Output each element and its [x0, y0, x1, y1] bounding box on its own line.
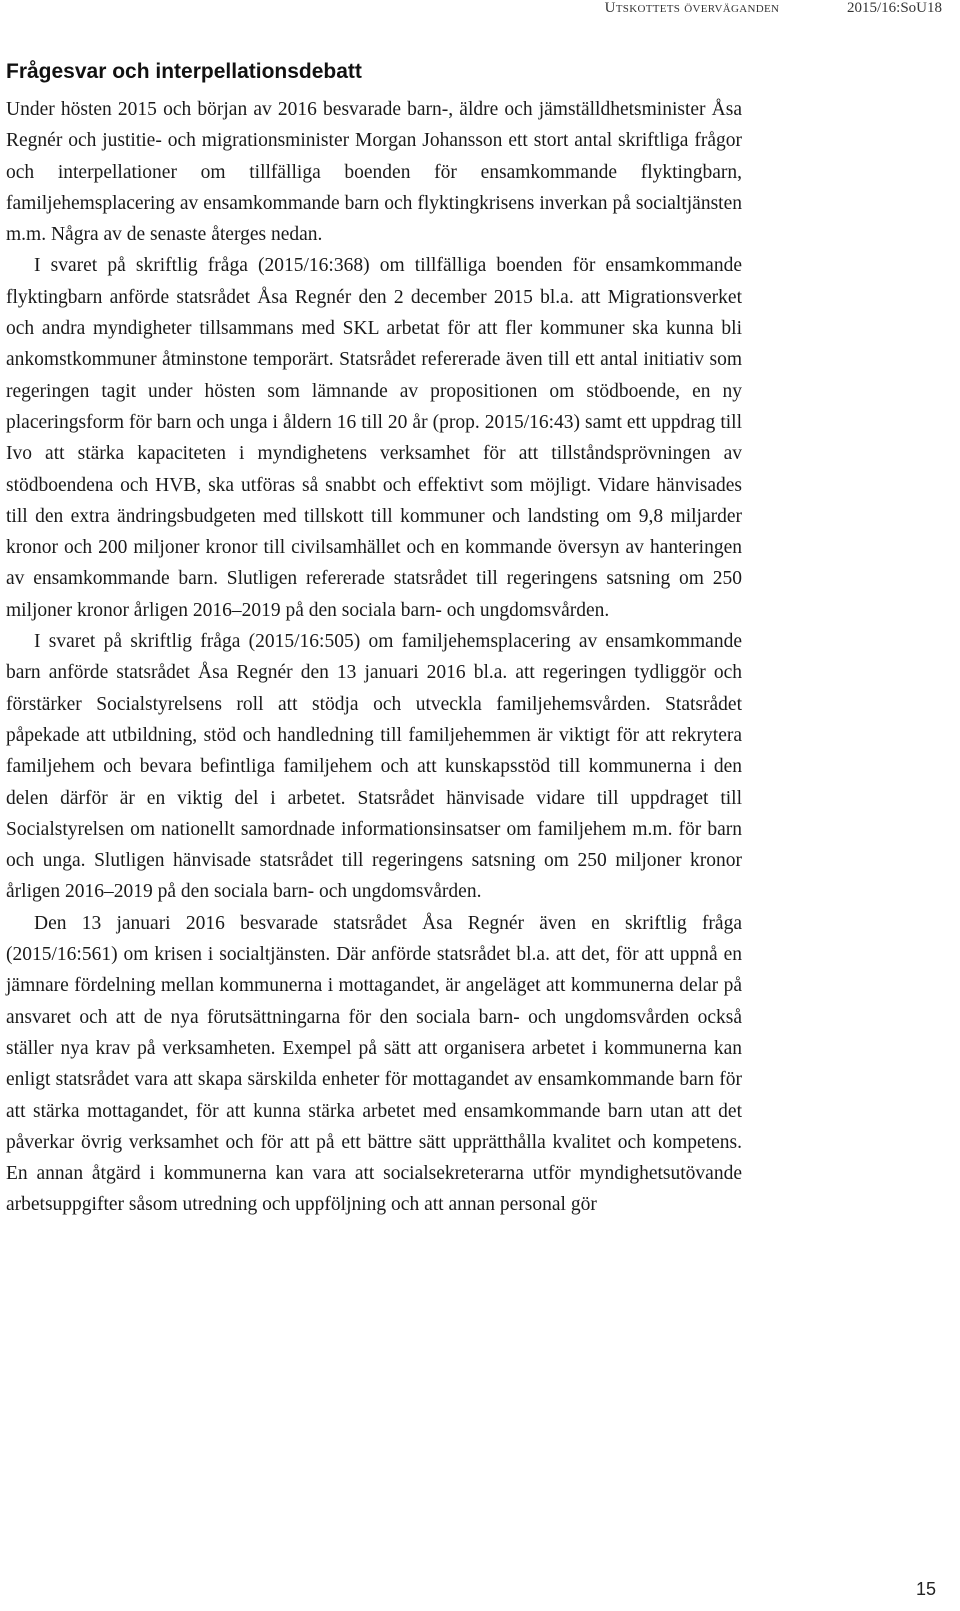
running-header: [605, 0, 942, 22]
running-header-section: Utskottets överväganden: [604, 0, 780, 16]
paragraph-question-561: Den 13 januari 2016 besvarade statsrådet Åsa Regnér även en skriftlig fråga (2015/16:561) om krisen i socialtjänsten. Där anförde statsrådet bl.a. att det, för att uppnå en jämnare fördelning mellan kommunerna i mottagandet, är angeläget att kommunerna delar på ansvaret och att de nya förutsättningarna för den sociala barn- och ungdomsvården också ställer nya krav på verksamheten. Exempel på sätt att organisera arbetet i kommunerna kan enligt statsrådet vara att skapa särskilda enheter för mottagandet av ensamkommande barn för att stärka mottagandet, för att kunna stärka arbetet med ensamkommande barn utan att det påverkar övrig verksamhet och för att på ett bättre sätt upprätthålla kvalitet och kompetens. En annan åtgärd i kommunerna kan vara att socialsekreterarna utför myndighetsutövande arbetsuppgifter såsom utredning och uppföljning och att annan personal gör: [6, 912, 742, 1216]
paragraph-question-368: I svaret på skriftlig fråga (2015/16:368) om tillfälliga boenden för ensamkommande flyktingbarn anförde statsrådet Åsa Regnér den 2 december 2015 bl.a. att Migrationsverket och andra myndigheter tillsammans med SKL arbetat för att fler kommuner ska kunna bli ankomstkommuner åtminstone temporärt. Statsrådet refererade även till ett antal initiativ som regeringen tagit under hösten som lämnande av propositionen om stödboende, en ny placeringsform för barn och unga i åldern 16 till 20 år (prop. 2015/16:43) samt ett uppdrag till Ivo att stärka kapaciteten i myndighetens verksamhet för att tillståndsprövningen av stödboendena och HVB, ska utföras så snabbt och effektivt som möjligt. Vidare hänvisades till den extra ändringsbudgeten med tillskott till kommuner och landsting om 9,8 miljarder kronor och 200 miljoner kronor till civilsamhället och en kommande översyn av hanteringen av ensamkommande barn. Slutligen refererade statsrådet till regeringens satsning om 250 miljoner kronor årligen 2016–2019 på den sociala barn- och ungdomsvården.: [6, 255, 742, 621]
paragraph-question-505: I svaret på skriftlig fråga (2015/16:505) om familjehemsplacering av ensamkommande barn anförde statsrådet Åsa Regnér den 13 januari 2016 bl.a. att regeringen tydliggör och förstärker Socialstyrelsens roll att stödja och utveckla familjehemsvården. Statsrådet påpekade att utbildning, stöd och handledning till familjehemmen är viktigt för att rekrytera familjehem och bevara befintliga familjehem och att kunskapsstöd till kommunerna i den delen därför är en viktig del i arbetet. Statsrådet hänvisade vidare till uppdraget till Socialstyrelsen om nationellt samordnade informationsinsatser om familjehem m.m. för barn och unga. Slutligen hänvisade statsrådet till regeringens satsning om 250 miljoner kronor årligen 2016–2019 på den sociala barn- och ungdomsvården.: [6, 631, 742, 903]
page-number: 15: [915, 1579, 936, 1599]
main-content: [6, 58, 742, 1221]
paragraph-intro: Under hösten 2015 och början av 2016 besvarade barn-, äldre och jämställdhetsminister Åsa Regnér och justitie- och migrationsminister Morgan Johansson ett stort antal skriftliga frågor och interpellationer om tillfälliga boenden för ensamkommande flyktingbarn, familjehemsplacering av ensamkommande barn och flyktingkrisens inverkan på socialtjänsten m.m. Några av de senaste återges nedan.: [6, 99, 742, 246]
running-header-document-id: 2015/16:SoU18: [846, 0, 942, 16]
section-heading: Frågesvar och interpellationsdebatt: [6, 60, 362, 83]
